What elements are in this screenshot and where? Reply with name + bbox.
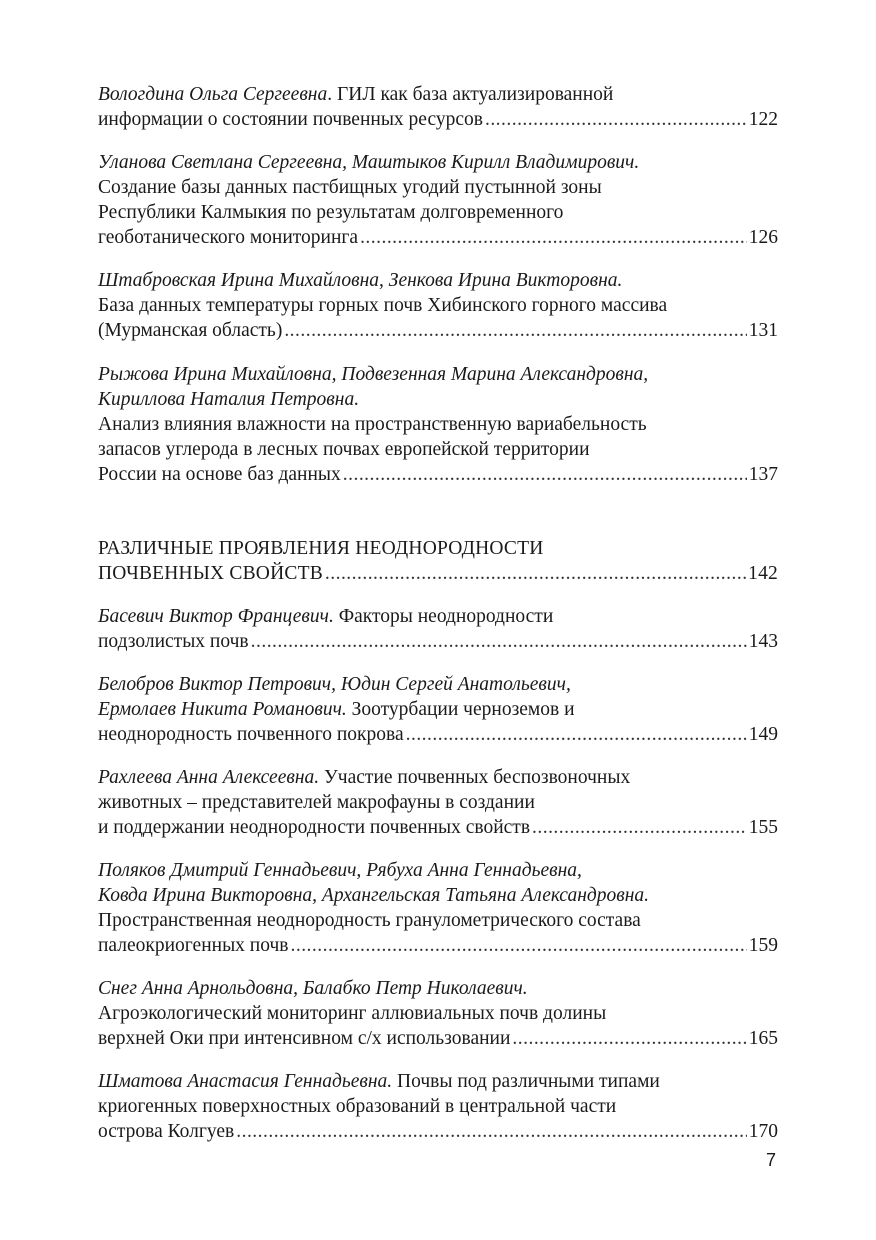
toc-entry-title: палеокриогенных почв bbox=[98, 935, 289, 956]
toc-entry-last-line[interactable] bbox=[98, 1026, 778, 1051]
toc-entry-authors: Кириллова Наталия Петровна. bbox=[98, 389, 360, 410]
page-number: 7 bbox=[766, 1150, 777, 1170]
toc-entry-title: России на основе баз данных bbox=[98, 464, 341, 485]
toc-entry-title: (Мурманская область) bbox=[98, 320, 283, 341]
toc-entry-first-line bbox=[98, 1069, 778, 1094]
toc-entry-title: подзолистых почв bbox=[98, 631, 249, 652]
toc-entry-first-line bbox=[98, 82, 778, 107]
toc-entry-last-line[interactable] bbox=[98, 933, 778, 958]
toc-entry-authors: Басевич Виктор Францевич. bbox=[98, 606, 334, 627]
toc-entry-last-line[interactable] bbox=[98, 722, 778, 747]
section-heading bbox=[98, 536, 778, 586]
toc-entry-page: 170 bbox=[748, 1121, 778, 1142]
leader-dots bbox=[236, 1119, 747, 1144]
toc-entry-authors: Рахлеева Анна Алексеевна. bbox=[98, 767, 320, 788]
toc-entry-page: 143 bbox=[748, 631, 778, 652]
toc-entry-second-line bbox=[98, 697, 778, 722]
toc-entry-title: Создание базы данных пастбищных угодий пустынной зоны bbox=[98, 177, 602, 198]
toc-entry-first-line bbox=[98, 604, 778, 629]
toc-entry-title: Участие почвенных беспозвоночных bbox=[319, 767, 631, 788]
toc-entry-page: 155 bbox=[748, 817, 778, 838]
toc-entry bbox=[98, 858, 778, 958]
toc-entry-title: запасов углерода в лесных почвах европейской территории bbox=[98, 439, 590, 460]
toc-entry-authors: Снег Анна Арнольдовна, Балабко Петр Николаевич. bbox=[98, 978, 528, 999]
toc-entry-first-line bbox=[98, 765, 778, 790]
toc-entry-authors: Поляков Дмитрий Геннадьевич, Рябуха Анна Геннадьевна, bbox=[98, 860, 582, 881]
leader-dots bbox=[485, 107, 747, 132]
toc-entry-page: 131 bbox=[748, 320, 778, 341]
toc-entry-page: 149 bbox=[748, 724, 778, 745]
toc-entry-last-line[interactable] bbox=[98, 318, 778, 343]
toc-entry bbox=[98, 362, 778, 487]
leader-dots bbox=[343, 462, 747, 487]
leader-dots bbox=[532, 815, 747, 840]
toc-entry-title: криогенных поверхностных образований в центральной части bbox=[98, 1096, 617, 1117]
toc-entry-last-line[interactable] bbox=[98, 462, 778, 487]
toc-entry-title: геоботанического мониторинга bbox=[98, 227, 359, 248]
toc-entry-last-line[interactable] bbox=[98, 1119, 778, 1144]
section-title-last-line[interactable] bbox=[98, 561, 778, 586]
toc-entry-page: 122 bbox=[748, 109, 778, 130]
toc-entry-authors: Ермолаев Никита Романович. bbox=[98, 699, 347, 720]
toc-entry-title: верхней Оки при интенсивном с/х использовании bbox=[98, 1028, 511, 1049]
leader-dots bbox=[406, 722, 747, 747]
toc-entry-title: Почвы под различными типами bbox=[392, 1071, 660, 1092]
toc-entry-title: Зоотурбации черноземов и bbox=[346, 699, 575, 720]
toc-entry-page: 137 bbox=[748, 464, 778, 485]
toc-entry bbox=[98, 82, 778, 132]
toc-entry-authors: Вологдина Ольга Сергеевна bbox=[98, 84, 328, 105]
section-title: ПОЧВЕННЫХ СВОЙСТВ bbox=[98, 563, 323, 584]
toc-entry-authors: Штабровская Ирина Михайловна, Зенкова Ирина Викторовна. bbox=[98, 270, 623, 291]
toc-entry-authors: Уланова Светлана Сергеевна, Маштыков Кирилл Владимирович. bbox=[98, 152, 640, 173]
toc-entry-title: животных – представителей макрофауны в создании bbox=[98, 792, 535, 813]
toc-entry-title: Факторы неоднородности bbox=[333, 606, 554, 627]
toc-entry-title: и поддержании неоднородности почвенных свойств bbox=[98, 817, 531, 838]
toc-entry-title: Республики Калмыкия по результатам долговременного bbox=[98, 202, 564, 223]
toc-entry bbox=[98, 672, 778, 747]
leader-dots bbox=[325, 561, 746, 586]
toc-entry-page: 165 bbox=[748, 1028, 778, 1049]
toc-entry bbox=[98, 1069, 778, 1144]
toc-entry-last-line[interactable] bbox=[98, 107, 778, 132]
toc-entry-title: острова Колгуев bbox=[98, 1121, 235, 1142]
toc-entry-title: Агроэкологический мониторинг аллювиальных почв долины bbox=[98, 1003, 607, 1024]
toc-entry-title: . ГИЛ как база актуализированной bbox=[327, 84, 614, 105]
leader-dots bbox=[360, 225, 747, 250]
toc-entry-authors: Рыжова Ирина Михайловна, Подвезенная Марина Александровна, bbox=[98, 364, 649, 385]
toc-entry-authors: Ковда Ирина Викторовна, Архангельская Татьяна Александровна. bbox=[98, 885, 649, 906]
toc-entry-title: Анализ влияния влажности на пространственную вариабельность bbox=[98, 414, 647, 435]
toc-entry bbox=[98, 268, 778, 343]
toc-entry-title: База данных температуры горных почв Хибинского горного массива bbox=[98, 295, 668, 316]
section-title: РАЗЛИЧНЫЕ ПРОЯВЛЕНИЯ НЕОДНОРОДНОСТИ bbox=[98, 538, 544, 559]
toc-entry-last-line[interactable] bbox=[98, 815, 778, 840]
toc-entry-title: информации о состоянии почвенных ресурсов bbox=[98, 109, 483, 130]
section-page: 142 bbox=[748, 563, 778, 584]
toc-entry-title: неоднородность почвенного покрова bbox=[98, 724, 404, 745]
toc-entry bbox=[98, 604, 778, 654]
toc-entry-title: Пространственная неоднородность гранулометрического состава bbox=[98, 910, 641, 931]
toc-entry bbox=[98, 765, 778, 840]
toc-entry-authors: Шматова Анастасия Геннадьевна. bbox=[98, 1071, 393, 1092]
leader-dots bbox=[284, 318, 746, 343]
toc-entry bbox=[98, 150, 778, 250]
leader-dots bbox=[251, 629, 747, 654]
leader-dots bbox=[512, 1026, 746, 1051]
toc-entry-page: 126 bbox=[748, 227, 778, 248]
toc-entry-authors: Белобров Виктор Петрович, Юдин Сергей Анатольевич, bbox=[98, 674, 571, 695]
toc-entry-last-line[interactable] bbox=[98, 225, 778, 250]
toc-entry-last-line[interactable] bbox=[98, 629, 778, 654]
toc-entry bbox=[98, 976, 778, 1051]
leader-dots bbox=[291, 933, 747, 958]
toc-entry-page: 159 bbox=[748, 935, 778, 956]
